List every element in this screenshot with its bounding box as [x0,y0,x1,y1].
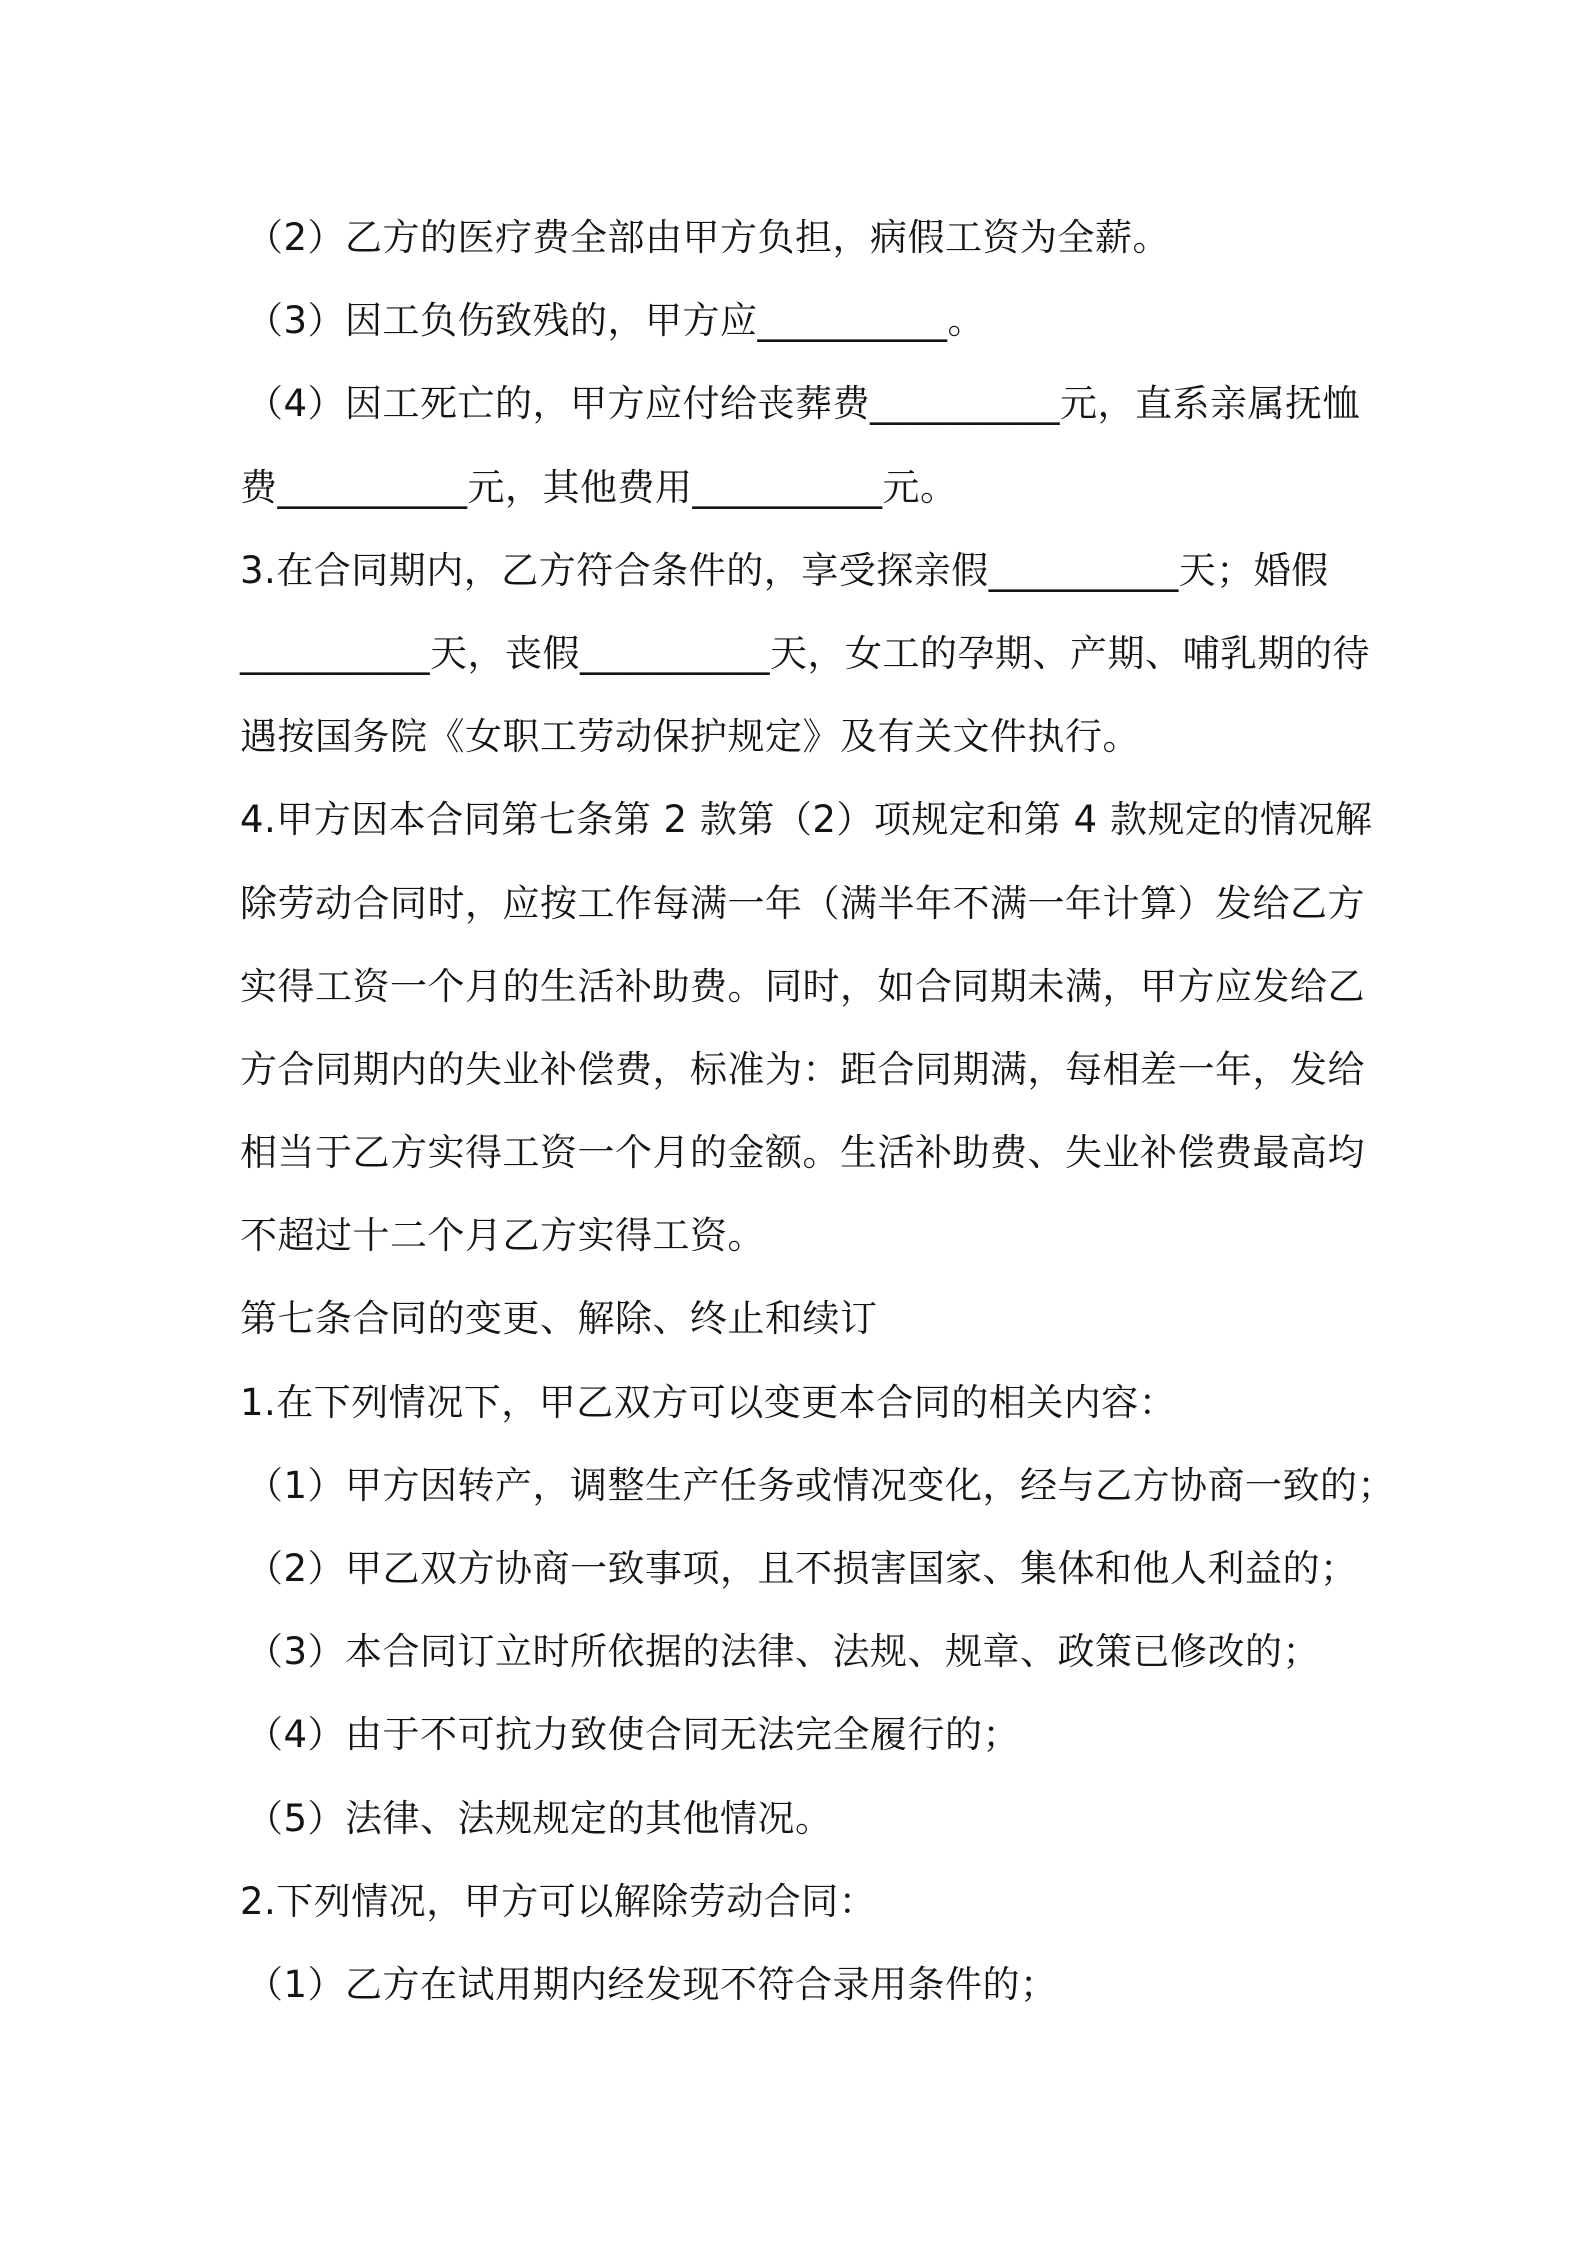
clause-line: 不超过十二个月乙方实得工资。 [240,1214,765,1258]
section-heading: 第七条合同的变更、解除、终止和续订 [240,1297,878,1341]
clause-line: __________天，丧假__________天，女工的孕期、产期、哺乳期的待 [240,631,1370,675]
clause-line: 费__________元，其他费用__________元。 [240,465,958,509]
clause-line: （2）乙方的医疗费全部由甲方负担，病假工资为全薪。 [246,216,1171,259]
clause-line: 遇按国务院《女职工劳动保护规定》及有关文件执行。 [240,715,1140,759]
clause-line: 相当于乙方实得工资一个月的金额。生活补助费、失业补偿费最高均 [240,1131,1365,1175]
clause-line: 4.甲方因本合同第七条第 2 款第（2）项规定和第 4 款规定的情况解 [240,798,1373,842]
clause-line: （1）甲方因转产，调整生产任务或情况变化，经与乙方协商一致的； [246,1463,1396,1507]
clause-line: 2.下列情况，甲方可以解除劳动合同： [240,1879,877,1923]
clause-line: （5）法律、法规规定的其他情况。 [246,1796,833,1840]
clause-line: 1.在下列情况下，甲乙双方可以变更本合同的相关内容： [240,1380,1177,1424]
clause-line: （4）因工死亡的，甲方应付给丧葬费__________元，直系亲属抚恤 [246,382,1361,426]
document-body [240,196,1396,2026]
clause-line: （4）由于不可抗力致使合同无法完全履行的； [246,1713,1021,1757]
clause-line: 方合同期内的失业补偿费，标准为：距合同期满，每相差一年，发给 [240,1047,1365,1091]
clause-line: 除劳动合同时，应按工作每满一年（满半年不满一年计算）发给乙方 [240,881,1365,925]
clause-line: （1）乙方在试用期内经发现不符合录用条件的； [246,1962,1058,2006]
clause-line: （3）因工负伤致残的，甲方应__________。 [246,299,986,343]
clause-line: 实得工资一个月的生活补助费。同时，如合同期未满，甲方应发给乙 [240,964,1365,1008]
clause-line: 3.在合同期内，乙方符合条件的，享受探亲假__________天；婚假 [240,548,1329,592]
clause-line: （2）甲乙双方协商一致事项，且不损害国家、集体和他人利益的； [246,1547,1358,1590]
clause-line: （3）本合同订立时所依据的法律、法规、规章、政策已修改的； [246,1630,1321,1674]
